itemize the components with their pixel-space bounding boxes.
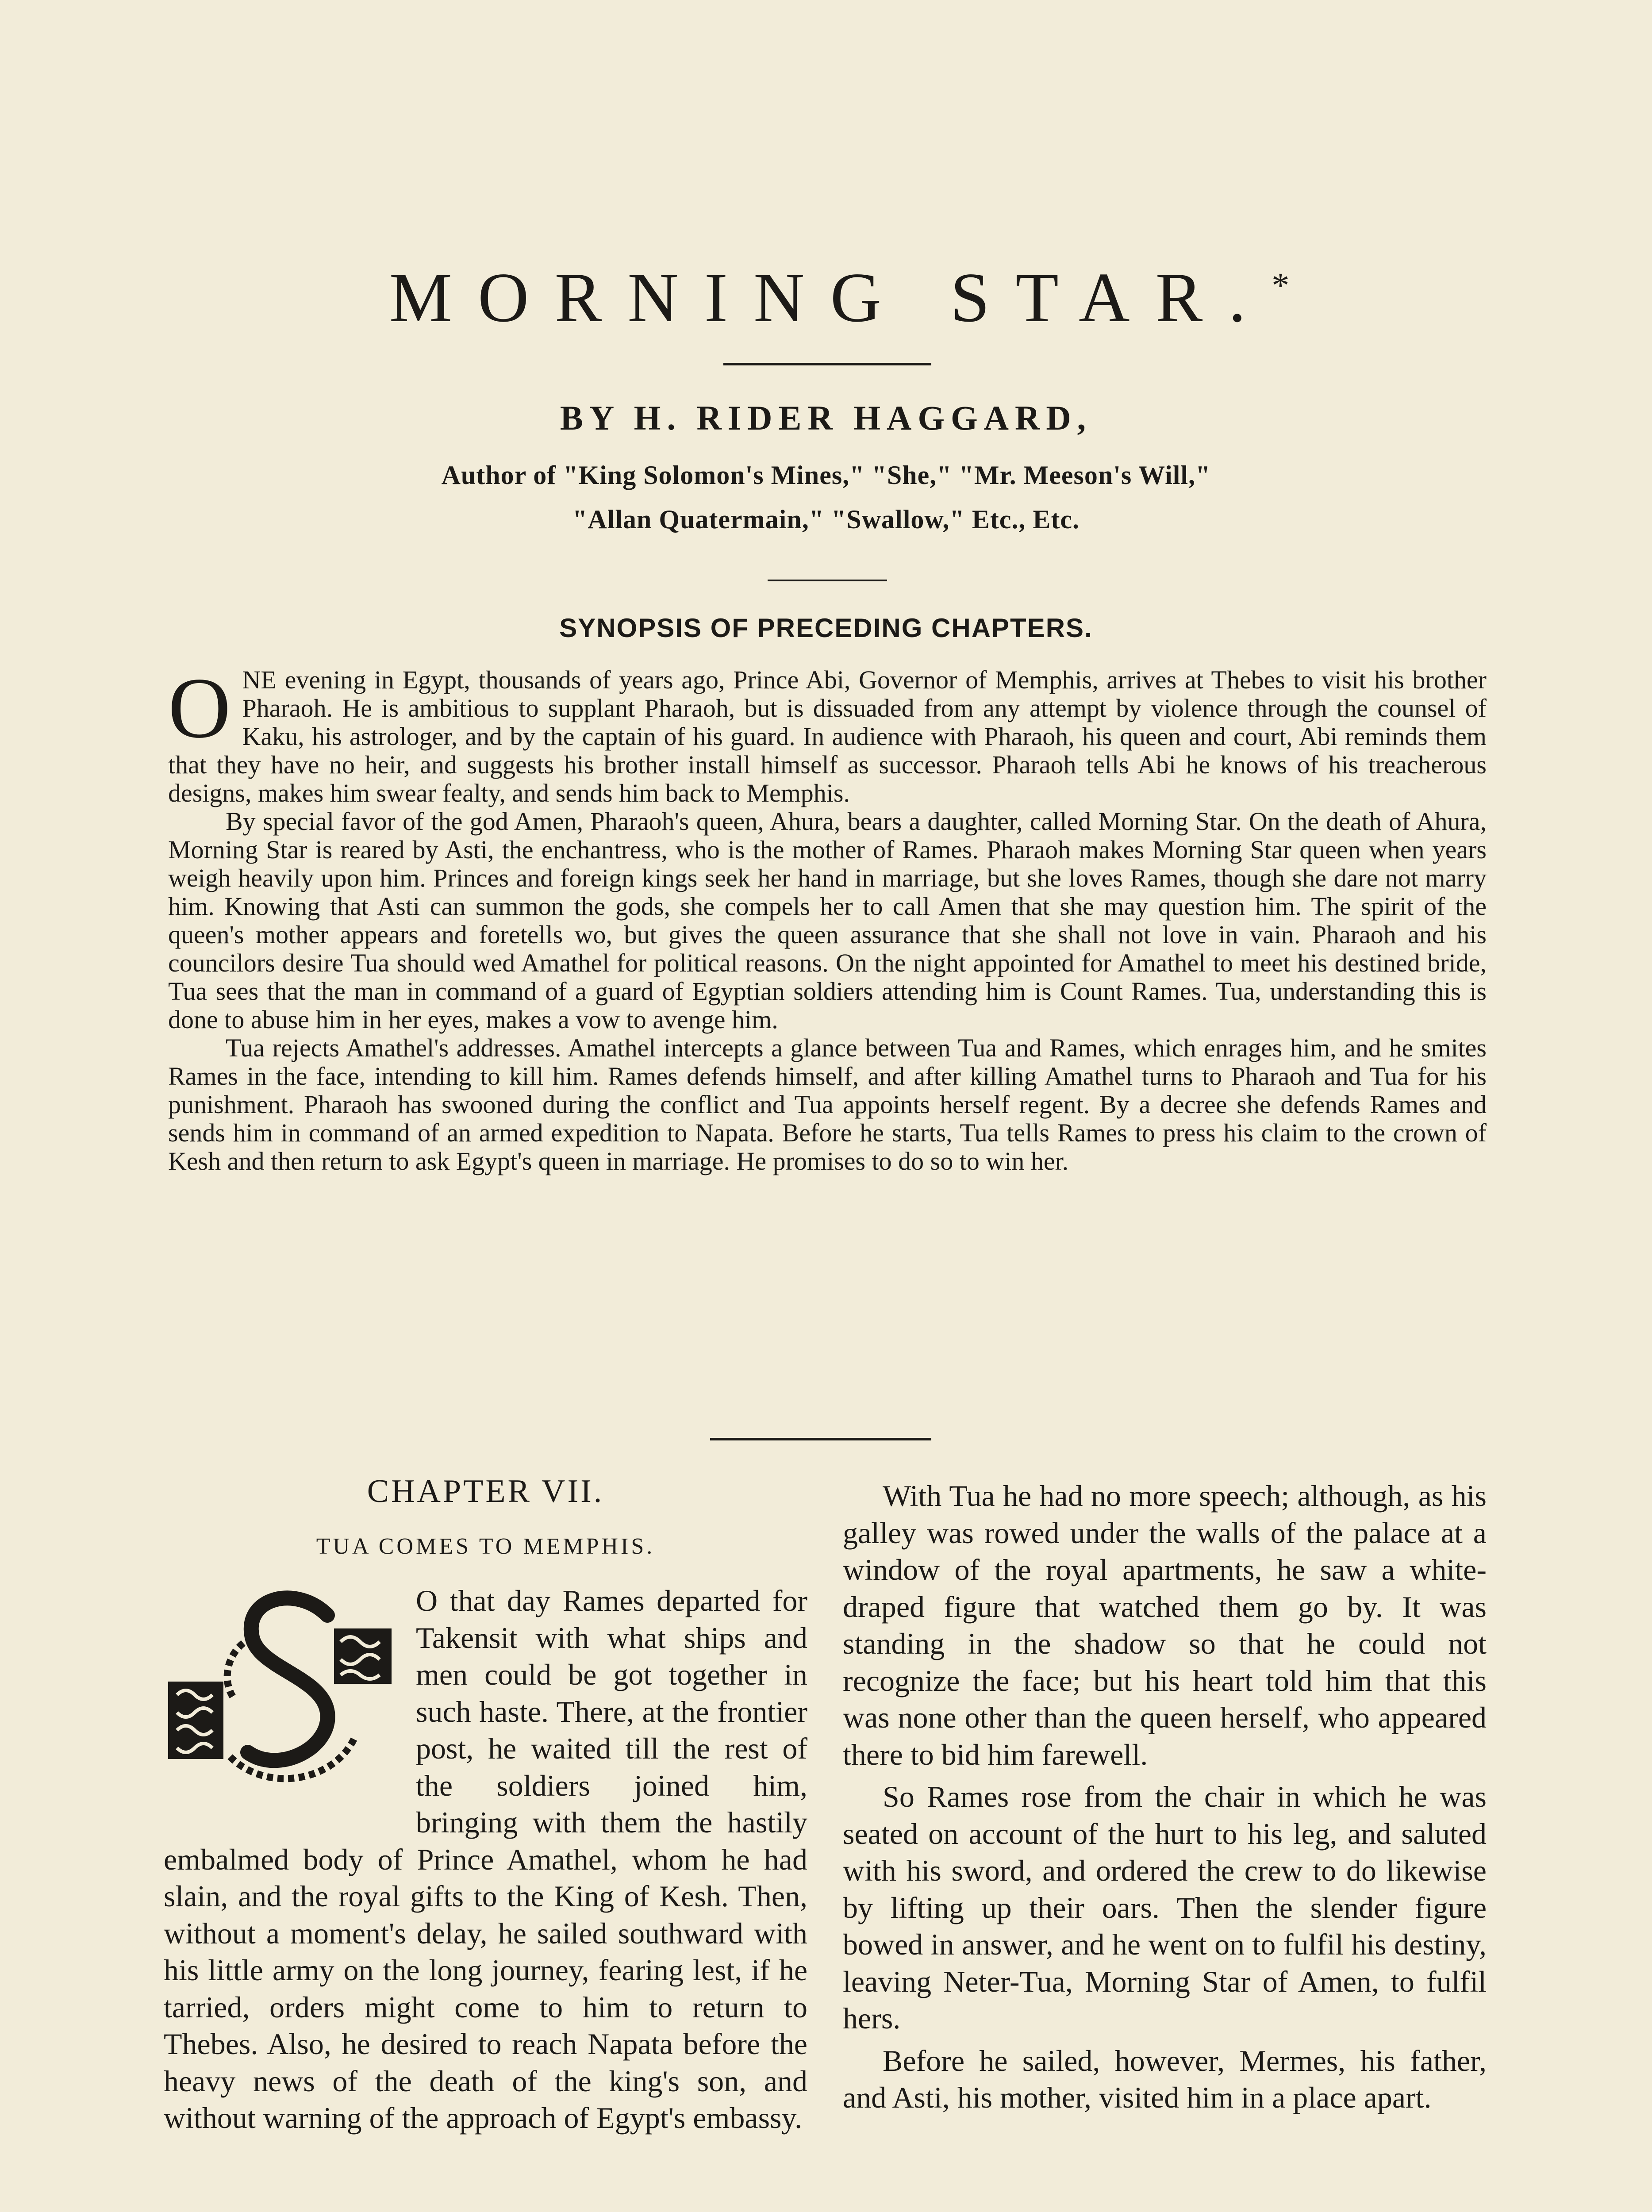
synopsis-paragraph xyxy=(168,660,1487,807)
story-title xyxy=(0,257,1652,338)
ornamental-initial xyxy=(164,1580,403,1814)
chapter-paragraph: With Tua he had no more speech; although, as his galley was rowed under the walls of the palace at a window of the royal apartments, he saw a white-draped figure that watched them go by. It was standing in the shadow so that he could not recognize the face; but his heart told him that this was none other than the queen herself, who appeared there to bid him farewell. xyxy=(843,1479,1487,1771)
ornamental-initial-s-icon xyxy=(164,1580,403,1814)
left-column xyxy=(164,1473,807,2137)
credits-divider xyxy=(768,580,887,581)
synopsis-drop-cap: O xyxy=(168,660,231,756)
synopsis-divider xyxy=(710,1438,931,1440)
chapter-paragraph: So Rames rose from the chair in which he was seated on account of the hurt to his leg, and saluted with his sword, and ordered the crew to do likewise by lifting up their oars. Then the slender figure bowed in answer, and he went on to fulfil his destiny, leaving Neter-Tua, Morning Star of Amen, to fulfil hers. xyxy=(843,1780,1487,2035)
chapter-paragraph: Before he sailed, however, Mermes, his father, and Asti, his mother, visited him in a place apart. xyxy=(843,2043,1487,2114)
chapter-subheading: TUA COMES TO MEMPHIS. xyxy=(316,1533,655,1559)
synopsis-paragraph: By special favor of the god Amen, Pharaoh's queen, Ahura, bears a daughter, called Morning Star. On the death of Ahura, Morning Star is reared by Asti, the enchantress, who is the mother of Rames. Pharaoh makes Morning Star queen when years weigh heavily upon him. Princes and foreign kings seek her hand in marriage, but she loves Rames, though she dare not marry him. Knowing that Asti can summon the gods, she compels her to call Amen that she may question him. The spirit of the queen's mother appears and foretells wo, but gives the queen assurance that she shall not love in vain. Pharaoh and his councilors desire Tua should wed Amathel for political reasons. On the night appointed for Amathel to meet his destined bride, Tua sees that the man in command of a guard of Egyptian soldiers attending him is Count Rames. Tua, understanding this is done to abuse him in her eyes, makes a vow to avenge him. xyxy=(168,807,1487,1034)
synopsis-paragraph: Tua rejects Amathel's addresses. Amathel intercepts a glance between Tua and Rames, which enrages him, and he smites Rames in the face, intending to kill him. Rames defends himself, and after killing Amathel turns to Pharaoh and Tua for his punishment. Pharaoh has swooned during the conflict and Tua appoints herself regent. By a decree she defends Rames and sends him in command of an armed expedition to Napata. Before he starts, Tua tells Rames to press his claim to the crown of Kesh and then return to ask Egypt's queen in marriage. He promises to do so to win her. xyxy=(168,1033,1487,1175)
chapter-text-left: O that day Rames departed for Takensit with what ships and men could be got together in such haste. There, at the frontier post, he waited till the rest of the soldiers joined him, bringing with them the hastily embalmed body of Prince Amathel, whom he had slain, and the royal gifts to the King of Kesh. Then, without a moment's delay, he sailed southward with his little army on the long journey, fearing lest, if he tarried, orders might come to him to return to Thebes. Also, he desired to reach Napata before the heavy news of the death of the king's son, and without warning of the approach of Egypt's embassy. xyxy=(164,1584,807,2135)
synopsis-heading: SYNOPSIS OF PRECEDING CHAPTERS. xyxy=(559,613,1093,643)
title-footnote-mark: * xyxy=(1272,266,1290,305)
title-divider xyxy=(723,363,931,365)
author-byline: BY H. RIDER HAGGARD, xyxy=(560,399,1092,437)
story-title-text: MORNING STAR. xyxy=(389,258,1272,337)
author-credits-line-1: Author of "King Solomon's Mines," "She," "Mr. Meeson's Will," xyxy=(441,461,1211,490)
synopsis-body xyxy=(168,660,1487,1175)
right-column xyxy=(843,1478,1487,2122)
synopsis-paragraph-text: NE evening in Egypt, thousands of years ago, Prince Abi, Governor of Memphis, arrives at Thebes to visit his brother Pharaoh. He is ambitious to supplant Pharaoh, but is dissuaded from any attempt by violence through the counsel of Kaku, his astrologer, and by the captain of his guard. In audience with Pharaoh, his queen and court, Abi reminds them that they have no heir, and suggests his brother install himself as successor. Pharaoh tells Abi he knows of his treacherous designs, makes him swear fealty, and sends him back to Memphis. xyxy=(168,665,1487,807)
author-credits-line-2: "Allan Quatermain," "Swallow," Etc., Etc. xyxy=(572,505,1080,534)
chapter-heading: CHAPTER VII. xyxy=(367,1473,604,1509)
initial-letter-stroke xyxy=(248,1598,328,1760)
